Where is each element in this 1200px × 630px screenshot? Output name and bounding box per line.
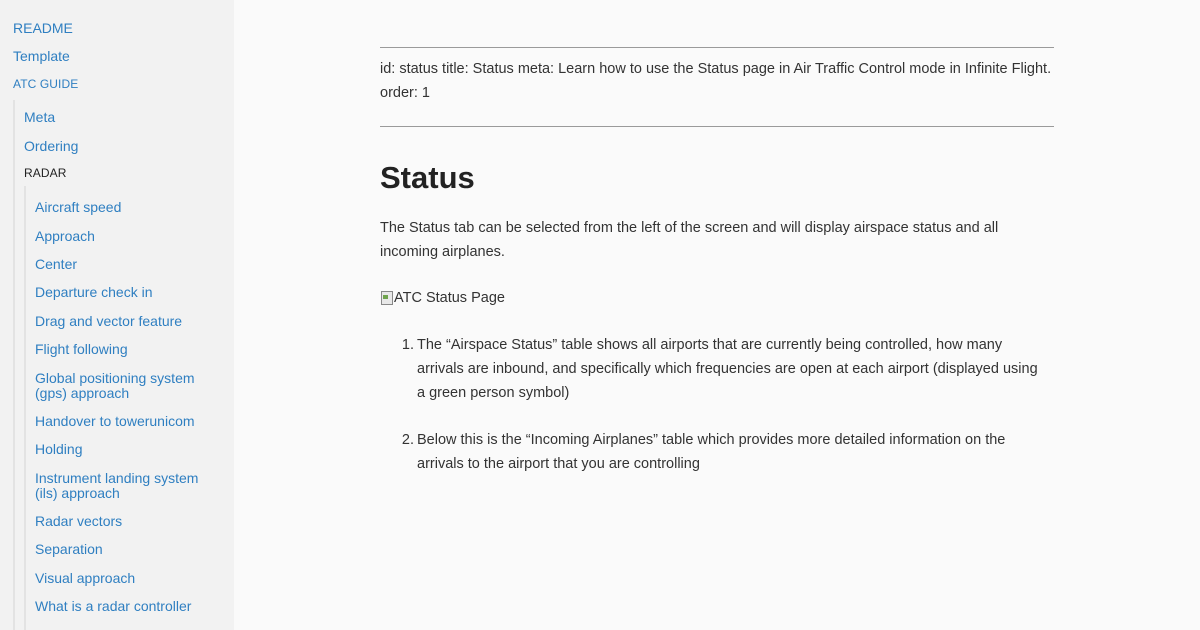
status-page-image [380, 286, 505, 310]
sidebar-item-departure-check-in[interactable]: Departure check in [35, 284, 153, 300]
sidebar-item-visual-approach[interactable]: Visual approach [35, 570, 136, 586]
sidebar-section-atc-guide[interactable]: ATC GUIDE [13, 77, 79, 91]
sidebar-item-separation[interactable]: Separation [35, 541, 103, 557]
sidebar-item-flight-following[interactable]: Flight following [35, 341, 128, 357]
list-number: 2. [401, 432, 414, 448]
list-number: 1. [401, 337, 414, 353]
divider-top [380, 47, 1054, 48]
sidebar-link-readme[interactable]: README [13, 20, 73, 36]
intro-paragraph: The Status tab can be selected from the left of the screen and will display airspace status and all incoming airplanes. [380, 220, 999, 260]
list-item [400, 428, 1050, 476]
image-alt-text: ATC Status Page [394, 290, 505, 306]
sidebar-item-gps-approach[interactable]: Global positioning system (gps) approach [35, 370, 195, 401]
broken-image-icon [380, 290, 394, 306]
sidebar-item-radar-vectors[interactable]: Radar vectors [35, 513, 123, 529]
sidebar-item-holding[interactable]: Holding [35, 441, 83, 457]
list-item-text: The “Airspace Status” table shows all airports that are currently being controlled, how many arrivals are inbound, and specifically which frequencies are open at each airport (displayed using a green person symbol) [417, 337, 1038, 401]
sidebar-link-template[interactable]: Template [13, 48, 70, 64]
list-item [400, 333, 1050, 405]
sidebar-item-ordering[interactable]: Ordering [24, 138, 79, 154]
front-matter-text: id: status title: Status meta: Learn how to use the Status page in Air Traffic Control mode in Infinite Flight. order: 1 [380, 61, 1052, 101]
page-title: Status [380, 160, 475, 195]
sidebar-item-radar-controller[interactable]: What is a radar controller [35, 598, 192, 614]
sidebar-item-handover[interactable]: Handover to towerunicom [35, 413, 195, 429]
sidebar-subsection-radar: RADAR [24, 166, 67, 180]
sidebar-item-aircraft-speed[interactable]: Aircraft speed [35, 199, 122, 215]
sidebar-item-center[interactable]: Center [35, 256, 78, 272]
sidebar-item-drag-and-vector[interactable]: Drag and vector feature [35, 313, 183, 329]
divider-bottom [380, 126, 1054, 127]
sidebar-item-approach[interactable]: Approach [35, 228, 95, 244]
sidebar-radar-group [24, 186, 234, 630]
sidebar-item-ils-approach[interactable]: Instrument landing system (ils) approach [35, 470, 199, 501]
list-item-text: Below this is the “Incoming Airplanes” table which provides more detailed information on the arrivals to the airport that you are controlling [417, 432, 1006, 472]
sidebar [0, 0, 234, 630]
sidebar-item-meta[interactable]: Meta [24, 109, 56, 125]
